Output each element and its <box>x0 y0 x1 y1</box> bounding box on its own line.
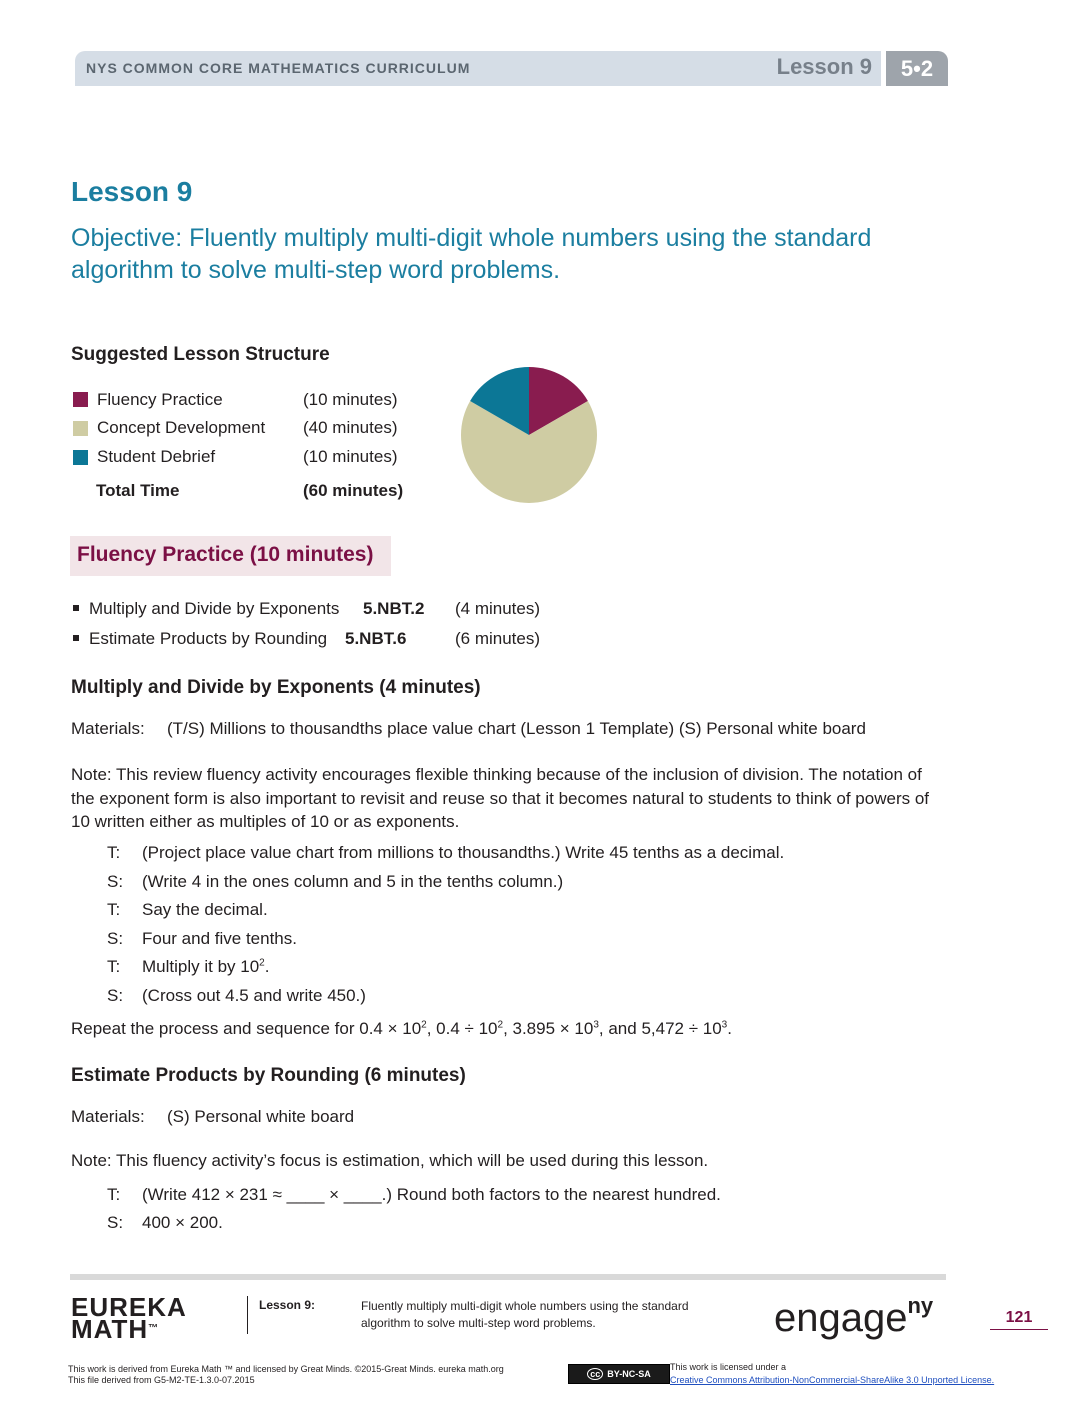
dialog-line: Four and five tenths. <box>142 929 297 948</box>
total-time-value: (60 minutes) <box>303 481 404 500</box>
credit-line: This work is derived from Eureka Math ™ and licensed by Great Minds. ©2015-Great Minds. eureka math.org <box>68 1364 504 1374</box>
source-file-line: This file derived from G5-M2-TE-1.3.0-07.2015 <box>68 1375 255 1385</box>
section2-materials-label: Materials: <box>71 1107 145 1126</box>
legend-label-concept: Concept Development <box>97 418 266 437</box>
footer-lesson-label: Lesson 9: <box>259 1298 316 1312</box>
fluency-item-time: (4 minutes) <box>455 599 541 618</box>
dialog-line: (Project place value chart from millions to thousandths.) Write 45 tenths as a decimal. <box>142 843 785 862</box>
cc-license-badge[interactable]: cc BY-NC-SA <box>568 1364 670 1384</box>
footer-rule <box>70 1274 946 1280</box>
legend-time-debrief: (10 minutes) <box>303 447 398 466</box>
page-number: 121 <box>990 1309 1048 1330</box>
page-title: Lesson 9 <box>71 176 193 207</box>
structure-heading: Suggested Lesson Structure <box>71 344 330 365</box>
section1-note: Note: This review fluency activity encourages flexible thinking because of the inclusion of division. The notation of the exponent form is also important to revisit and reuse so that it becomes natural to students to think of powers of 10 written either as multiples of 10 or as exponents. <box>71 765 930 831</box>
legend-swatch-concept <box>73 421 88 436</box>
section1-heading: Multiply and Divide by Exponents (4 minutes) <box>71 677 481 698</box>
dialog-line: (Cross out 4.5 and write 450.) <box>142 986 366 1005</box>
legend-swatch-debrief <box>73 450 88 465</box>
fluency-item-label: Multiply and Divide by Exponents <box>89 599 340 618</box>
eureka-math-logo: EUREKA MATH™ <box>71 1292 187 1344</box>
dialog-line: (Write 4 in the ones column and 5 in the tenths column.) <box>142 872 564 891</box>
dialog-speaker: S: <box>107 1213 124 1232</box>
legend-label-fluency: Fluency Practice <box>97 390 223 409</box>
engageny-logo: engage$^{ny}$ <box>774 1292 934 1340</box>
lesson-structure-pie-chart <box>455 362 605 512</box>
dialog-speaker: T: <box>107 900 121 919</box>
header-lesson: Lesson 9 <box>776 54 872 79</box>
dialog-speaker: S: <box>107 986 124 1005</box>
dialog-line: Say the decimal. <box>142 900 268 919</box>
legend-label-debrief: Student Debrief <box>97 447 216 466</box>
dialog-speaker: S: <box>107 929 124 948</box>
legend-time-fluency: (10 minutes) <box>303 390 398 409</box>
dialog-line: (Write 412 × 231 ≈ ____ × ____.) Round both factors to the nearest hundred. <box>142 1185 721 1204</box>
bullet <box>73 635 79 641</box>
curriculum-label: NYS COMMON CORE MATHEMATICS CURRICULUM <box>86 60 471 76</box>
dialog-speaker: T: <box>107 843 121 862</box>
fluency-item-time: (6 minutes) <box>455 629 541 648</box>
footer-lesson-description: Fluently multiply multi-digit whole numbers using the standard algorithm to solve multi-step word problems. <box>361 1299 689 1330</box>
license-link[interactable]: Creative Commons Attribution-NonCommercial-ShareAlike 3.0 Unported License. <box>670 1375 995 1385</box>
bullet <box>73 605 79 611</box>
section1-materials-label: Materials: <box>71 719 145 738</box>
fluency-item-standard: 5.NBT.2 <box>363 599 425 618</box>
repeat-instruction: Repeat the process and sequence for $0.4 \times 10^2$, $0.4 \div 10^2$, $3.895 \times 10^3$, and $5,472 \div 10^3$. <box>71 1019 732 1038</box>
grade-module-badge: 5•2 <box>886 51 948 86</box>
total-time-label: Total Time <box>96 481 180 500</box>
fluency-item-label: Estimate Products by Rounding <box>89 629 328 648</box>
section2-heading: Estimate Products by Rounding (6 minutes) <box>71 1065 466 1086</box>
legend-swatch-fluency <box>73 392 88 407</box>
dialog-speaker: T: <box>107 957 121 976</box>
dialog-speaker: T: <box>107 1185 121 1204</box>
fluency-item-standard: 5.NBT.6 <box>345 629 407 648</box>
section2-note: Note: This fluency activity’s focus is estimation, which will be used during this lesson. <box>71 1151 709 1170</box>
license-text: This work is licensed under a <box>670 1362 787 1372</box>
section1-materials: (T/S) Millions to thousandths place value chart (Lesson 1 Template) (S) Personal white board <box>167 719 866 738</box>
dialog-speaker: S: <box>107 872 124 891</box>
dialog-line: Multiply it by $10^2$. <box>142 957 270 976</box>
legend-time-concept: (40 minutes) <box>303 418 398 437</box>
fluency-heading: Fluency Practice (10 minutes) <box>77 543 374 566</box>
footer-divider <box>247 1296 248 1334</box>
objective: Objective: Fluently multiply multi-digit whole numbers using the standard algorithm to solve multi-step word problems. <box>71 224 872 284</box>
dialog-line: 400 × 200. <box>142 1213 223 1232</box>
section2-materials: (S) Personal white board <box>167 1107 355 1126</box>
